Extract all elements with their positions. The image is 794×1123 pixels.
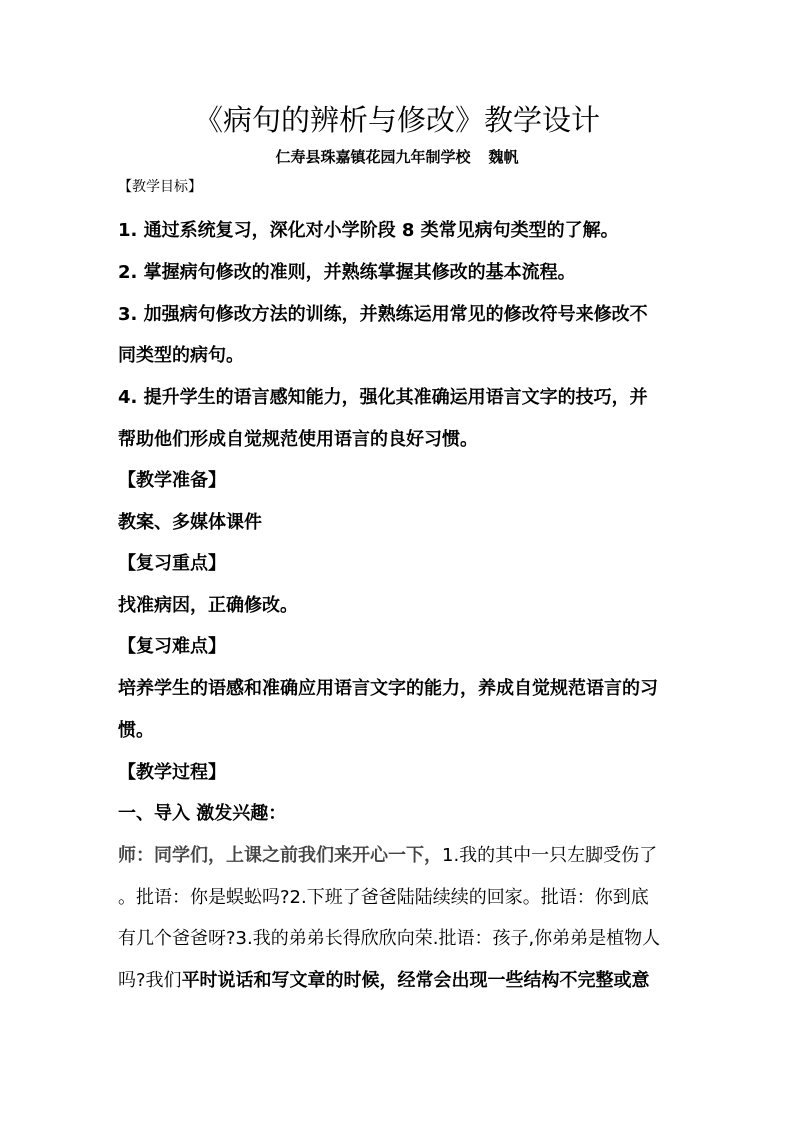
intro-paragraph-line — [118, 843, 678, 869]
intro-text: 1.我的其中一只左脚受伤了 — [442, 845, 658, 866]
goal-item: 1. 通过系统复习，深化对小学阶段 8 类常见病句类型的了解。 — [118, 220, 619, 241]
goal-item: 帮助他们形成自觉规范使用语言的良好习惯。 — [118, 429, 478, 450]
intro-text: 吗?我们 — [118, 970, 182, 991]
step1-heading: 一、导入 激发兴趣： — [118, 803, 287, 824]
author-school: 仁寿县珠嘉镇花园九年制学校 — [275, 148, 471, 166]
intro-paragraph-line — [118, 968, 678, 994]
page-title: 《病句的辨析与修改》教学设计 — [193, 103, 600, 137]
goal-item: 3. 加强病句修改方法的训练，并熟练运用常见的修改符号来修改不 — [118, 304, 648, 325]
difficult-text: 培养学生的语感和准确应用语言文字的能力，养成自觉规范语言的习 — [118, 678, 658, 699]
prep-text: 教案、多媒体课件 — [118, 512, 262, 533]
intro-paragraph-line: 。批语：你是蜈蚣吗?2.下班了爸爸陆陆续续的回家。批语：你到底 — [118, 887, 649, 908]
goals-heading: 【教学目标】 — [118, 179, 202, 195]
goal-item: 2. 掌握病句修改的准则，并熟练掌握其修改的基本流程。 — [118, 262, 576, 283]
goal-item: 4. 提升学生的语言感知能力，强化其准确运用语言文字的技巧，并 — [118, 387, 648, 408]
prep-heading: 【教学准备】 — [118, 470, 226, 491]
goal-item: 同类型的病句。 — [118, 345, 244, 366]
process-heading: 【教学过程】 — [118, 762, 226, 783]
difficult-heading: 【复习难点】 — [118, 636, 226, 657]
author-line — [0, 146, 794, 168]
difficult-text: 惯。 — [118, 720, 154, 741]
key-heading: 【复习重点】 — [118, 553, 226, 574]
author-name: 魏帆 — [488, 148, 519, 166]
intro-paragraph-line: 有几个爸爸呀?3.我的弟弟长得欣欣向荣.批语：孩子,你弟弟是植物人 — [118, 928, 661, 949]
key-text: 找准病因，正确修改。 — [118, 595, 298, 616]
intro-bold-text: 平时说话和写文章的时候，经常会出现一些结构不完整或意 — [181, 970, 650, 991]
intro-bold-text: 师：同学们，上课之前我们来开心一下， — [118, 845, 442, 866]
